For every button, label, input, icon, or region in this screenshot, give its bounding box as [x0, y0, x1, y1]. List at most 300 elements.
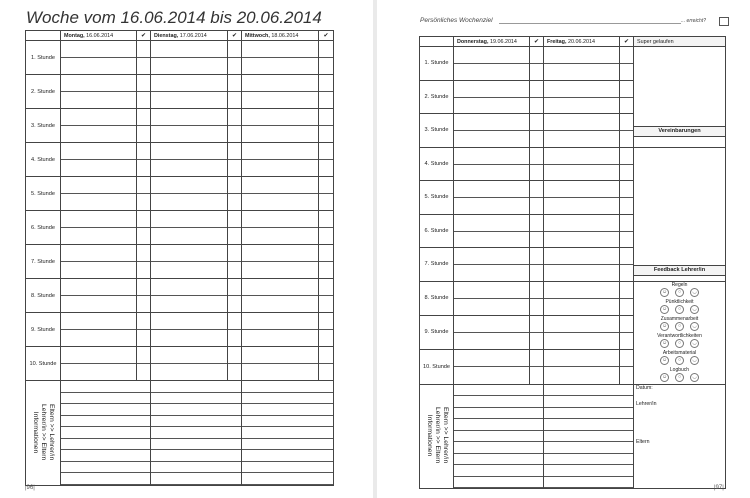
feedback-item [634, 316, 725, 333]
page-number-right: |97| [714, 485, 724, 491]
write-line [530, 282, 543, 299]
lesson-cell[interactable] [544, 214, 620, 248]
lesson-cell[interactable] [454, 114, 530, 148]
feedback-area [634, 281, 726, 384]
write-line [544, 454, 633, 466]
period-label: 2. Stunde [420, 80, 454, 114]
write-line [242, 462, 333, 474]
date-label[interactable]: Datum: [636, 384, 653, 391]
write-line [454, 215, 529, 232]
check-cell[interactable] [319, 75, 334, 109]
write-line [151, 279, 227, 296]
lesson-cell[interactable] [242, 143, 319, 177]
write-line [530, 350, 543, 367]
lesson-cell[interactable] [454, 248, 530, 282]
check-cell[interactable] [228, 313, 242, 347]
lesson-cell[interactable] [61, 143, 137, 177]
sad-face-icon[interactable]: ◡ [690, 339, 699, 348]
write-line [544, 114, 619, 131]
col-tuesday: Dienstag, 17.06.2014 [151, 31, 228, 41]
write-line [530, 316, 543, 333]
period-label: 3. Stunde [26, 109, 61, 143]
write-line [530, 114, 543, 131]
write-line [151, 347, 227, 364]
write-line [544, 181, 619, 198]
period-row [26, 211, 334, 245]
check-cell[interactable] [530, 248, 544, 282]
write-line [454, 442, 543, 454]
write-line [228, 109, 241, 126]
check-cell[interactable] [319, 177, 334, 211]
check-cell[interactable] [620, 147, 634, 181]
write-line [61, 462, 150, 474]
lesson-cell[interactable] [151, 75, 228, 109]
check-cell[interactable] [228, 245, 242, 279]
write-line [530, 215, 543, 232]
write-line [242, 313, 318, 330]
reached-checkbox[interactable] [719, 17, 729, 26]
write-line [242, 416, 333, 428]
write-line [530, 81, 543, 98]
left-timetable [25, 30, 334, 486]
info-lines-wednesday[interactable] [242, 381, 334, 486]
feedback-item [634, 367, 725, 384]
lesson-cell[interactable] [544, 114, 620, 148]
neutral-face-icon[interactable]: ○ [675, 288, 684, 297]
write-line [620, 350, 633, 367]
write-line [151, 41, 227, 58]
happy-face-icon[interactable]: ☺ [661, 374, 668, 380]
check-cell[interactable] [530, 350, 544, 384]
write-line [151, 75, 227, 92]
neutral-face-icon[interactable]: ○ [675, 373, 684, 382]
write-line [544, 215, 619, 232]
lesson-cell[interactable] [454, 350, 530, 384]
write-line [544, 350, 619, 367]
write-line [620, 215, 633, 232]
lesson-cell[interactable] [61, 245, 137, 279]
write-line [137, 177, 150, 194]
lesson-cell[interactable] [151, 211, 228, 245]
lesson-cell[interactable] [151, 279, 228, 313]
corner-cell [420, 37, 454, 47]
lesson-cell[interactable] [61, 75, 137, 109]
info-label: Informationen Lehrer/in >> Eltern Eltern >> Lehrer/in [26, 381, 61, 486]
super-area[interactable] [634, 47, 726, 148]
check-cell[interactable] [137, 41, 151, 75]
neutral-face-icon[interactable]: ○ [675, 305, 684, 314]
check-mark-icon: ✔ [228, 31, 242, 41]
write-line [620, 114, 633, 131]
write-line [228, 143, 241, 160]
lesson-cell[interactable] [151, 109, 228, 143]
lesson-cell[interactable] [242, 347, 319, 381]
check-cell[interactable] [620, 248, 634, 282]
check-cell[interactable] [319, 279, 334, 313]
corner-cell [26, 31, 61, 41]
write-line [454, 350, 529, 367]
write-line [61, 279, 136, 296]
write-line [242, 41, 318, 58]
write-line [151, 143, 227, 160]
check-cell[interactable] [620, 315, 634, 349]
header-row [420, 37, 726, 47]
check-cell[interactable] [319, 109, 334, 143]
sad-face-icon[interactable]: ◡ [690, 288, 699, 297]
check-cell[interactable] [620, 281, 634, 315]
info-label: Informationen Lehrer/in >> Eltern Eltern >> Lehrer/in [420, 384, 454, 489]
lesson-cell[interactable] [454, 47, 530, 81]
lesson-cell[interactable] [151, 177, 228, 211]
lesson-cell[interactable] [151, 347, 228, 381]
write-line [61, 439, 150, 451]
sad-face-icon[interactable]: ◡ [690, 322, 699, 331]
write-line [544, 148, 619, 165]
feedback-item-label: Verantwortlichkeiten [657, 332, 702, 339]
write-line [454, 148, 529, 165]
period-row [26, 279, 334, 313]
feedback-item-label: Pünktlichkeit [665, 298, 694, 305]
lesson-cell[interactable] [151, 245, 228, 279]
check-mark-icon: ✔ [137, 31, 151, 41]
happy-face-icon[interactable]: ☺ [661, 340, 668, 346]
write-line [242, 473, 333, 485]
check-cell[interactable] [530, 281, 544, 315]
left-page [0, 0, 373, 498]
lesson-cell[interactable] [242, 279, 319, 313]
period-row [420, 281, 726, 315]
write-line [228, 211, 241, 228]
check-cell[interactable] [530, 214, 544, 248]
lesson-cell[interactable] [61, 211, 137, 245]
info-lines-friday[interactable] [544, 384, 634, 489]
period-label: 7. Stunde [420, 248, 454, 282]
period-label: 6. Stunde [26, 211, 61, 245]
write-line [61, 347, 136, 364]
write-line [61, 416, 150, 428]
sad-face-icon[interactable]: ◡ [690, 356, 699, 365]
col-wednesday: Mittwoch, 18.06.2014 [242, 31, 319, 41]
lesson-cell[interactable] [242, 109, 319, 143]
period-row [26, 143, 334, 177]
info-lines-tuesday[interactable] [151, 381, 242, 486]
write-line [151, 177, 227, 194]
write-line [454, 248, 529, 265]
feedback-item-label: Regeln [671, 281, 688, 288]
period-label: 5. Stunde [26, 177, 61, 211]
write-line [319, 245, 333, 262]
info-lines-monday[interactable] [61, 381, 151, 486]
write-line [454, 396, 543, 408]
write-line [620, 181, 633, 198]
write-line [228, 177, 241, 194]
check-cell[interactable] [620, 114, 634, 148]
write-line [151, 404, 241, 416]
lesson-cell[interactable] [242, 75, 319, 109]
check-cell[interactable] [228, 177, 242, 211]
write-line [454, 81, 529, 98]
check-cell[interactable] [228, 347, 242, 381]
signature-box [634, 384, 726, 489]
weekly-goal-label: Persönliches Wochenziel [420, 17, 493, 24]
write-line [620, 148, 633, 165]
info-lines-thursday[interactable] [454, 384, 544, 489]
write-line [319, 177, 333, 194]
write-line [620, 316, 633, 333]
happy-face-icon[interactable]: ☺ [661, 289, 668, 295]
write-line [530, 248, 543, 265]
lesson-cell[interactable] [61, 347, 137, 381]
check-cell[interactable] [137, 75, 151, 109]
write-line [544, 81, 619, 98]
period-row [420, 47, 726, 81]
neutral-face-icon[interactable]: ○ [675, 356, 684, 365]
lesson-cell[interactable] [544, 281, 620, 315]
feedback-item-label: Logbuch [669, 366, 690, 373]
write-line [242, 393, 333, 405]
period-label: 9. Stunde [420, 315, 454, 349]
happy-face-icon[interactable]: ☺ [661, 306, 668, 312]
check-cell[interactable] [620, 181, 634, 215]
lesson-cell[interactable] [151, 313, 228, 347]
write-line [319, 313, 333, 330]
check-cell[interactable] [137, 245, 151, 279]
check-mark-icon: ✔ [530, 37, 544, 47]
agreements-heading: Vereinbarungen [634, 126, 725, 137]
lesson-cell[interactable] [61, 177, 137, 211]
period-label: 8. Stunde [26, 279, 61, 313]
lesson-cell[interactable] [544, 47, 620, 81]
lesson-cell[interactable] [242, 177, 319, 211]
write-line [544, 442, 633, 454]
write-line [61, 473, 150, 485]
write-line [228, 313, 241, 330]
write-line [454, 477, 543, 489]
write-line [544, 282, 619, 299]
write-line [242, 347, 318, 364]
check-cell[interactable] [620, 214, 634, 248]
lesson-cell[interactable] [454, 315, 530, 349]
write-line [228, 347, 241, 364]
super-heading: Super gelaufen [634, 37, 726, 47]
write-line [454, 419, 543, 431]
check-cell[interactable] [620, 350, 634, 384]
write-line [544, 385, 633, 397]
neutral-face-icon[interactable]: ○ [675, 322, 684, 331]
write-line [151, 473, 241, 485]
write-line [242, 279, 318, 296]
period-label: 1. Stunde [26, 41, 61, 75]
write-line [137, 279, 150, 296]
period-label: 2. Stunde [26, 75, 61, 109]
lesson-cell[interactable] [242, 313, 319, 347]
check-cell[interactable] [530, 114, 544, 148]
lesson-cell[interactable] [454, 80, 530, 114]
page-number-left: |96| [25, 485, 35, 491]
check-cell[interactable] [228, 41, 242, 75]
write-line [242, 439, 333, 451]
check-cell[interactable] [137, 279, 151, 313]
weekly-goal-line[interactable] [499, 23, 681, 24]
lesson-cell[interactable] [544, 80, 620, 114]
reached-label: ... erreicht? [681, 18, 707, 24]
lesson-cell[interactable] [544, 248, 620, 282]
check-cell[interactable] [319, 347, 334, 381]
week-title: Woche vom 16.06.2014 bis 20.06.2014 [26, 8, 322, 27]
check-cell[interactable] [319, 245, 334, 279]
check-cell[interactable] [137, 177, 151, 211]
check-cell[interactable] [137, 211, 151, 245]
agreements-area[interactable] [634, 147, 726, 281]
lesson-cell[interactable] [151, 41, 228, 75]
sad-face-icon[interactable]: ◡ [690, 373, 699, 382]
write-line [151, 439, 241, 451]
check-cell[interactable] [319, 211, 334, 245]
happy-face-icon[interactable]: ☺ [661, 357, 668, 363]
period-row [26, 347, 334, 381]
write-line [242, 109, 318, 126]
check-cell[interactable] [228, 211, 242, 245]
lesson-cell[interactable] [61, 41, 137, 75]
lesson-cell[interactable] [544, 315, 620, 349]
period-row [26, 177, 334, 211]
write-line [319, 211, 333, 228]
write-line [137, 245, 150, 262]
lesson-cell[interactable] [242, 245, 319, 279]
sad-face-icon[interactable]: ◡ [690, 305, 699, 314]
write-line [544, 431, 633, 443]
write-line [137, 75, 150, 92]
period-label: 10. Stunde [26, 347, 61, 381]
check-cell[interactable] [530, 80, 544, 114]
write-line [530, 148, 543, 165]
write-line [151, 245, 227, 262]
write-line [151, 381, 241, 393]
check-cell[interactable] [530, 315, 544, 349]
write-line [61, 427, 150, 439]
write-line [137, 313, 150, 330]
period-label: 3. Stunde [420, 114, 454, 148]
period-label: 4. Stunde [420, 147, 454, 181]
lesson-cell[interactable] [454, 281, 530, 315]
write-line [544, 47, 619, 64]
period-label: 7. Stunde [26, 245, 61, 279]
check-cell[interactable] [228, 279, 242, 313]
write-line [242, 450, 333, 462]
header-row [26, 31, 334, 41]
lesson-cell[interactable] [454, 147, 530, 181]
check-cell[interactable] [137, 143, 151, 177]
period-row [26, 245, 334, 279]
check-cell[interactable] [620, 47, 634, 81]
lesson-cell[interactable] [544, 181, 620, 215]
lesson-cell[interactable] [242, 41, 319, 75]
parents-signature-label[interactable]: Eltern [636, 438, 650, 445]
check-cell[interactable] [319, 313, 334, 347]
period-row [26, 109, 334, 143]
write-line [137, 143, 150, 160]
write-line [319, 143, 333, 160]
lesson-cell[interactable] [61, 279, 137, 313]
lesson-cell[interactable] [61, 109, 137, 143]
feedback-item-label: Arbeitsmaterial [662, 349, 697, 356]
lesson-cell[interactable] [151, 143, 228, 177]
write-line [61, 75, 136, 92]
check-cell[interactable] [530, 47, 544, 81]
lesson-cell[interactable] [454, 214, 530, 248]
write-line [61, 143, 136, 160]
write-line [61, 109, 136, 126]
write-line [544, 248, 619, 265]
write-line [137, 347, 150, 364]
col-monday: Montag, 16.06.2014 [61, 31, 137, 41]
write-line [544, 477, 633, 489]
check-cell[interactable] [137, 109, 151, 143]
period-label: 10. Stunde [420, 350, 454, 384]
period-label: 9. Stunde [26, 313, 61, 347]
check-cell[interactable] [530, 147, 544, 181]
lesson-cell[interactable] [454, 181, 530, 215]
neutral-face-icon[interactable]: ○ [675, 339, 684, 348]
write-line [151, 427, 241, 439]
write-line [319, 109, 333, 126]
feedback-heading: Feedback Lehrer/in [634, 265, 725, 276]
col-thursday: Donnerstag, 19.06.2014 [454, 37, 530, 47]
lesson-cell[interactable] [242, 211, 319, 245]
check-cell[interactable] [530, 181, 544, 215]
feedback-item [634, 333, 725, 350]
write-line [151, 416, 241, 428]
teacher-signature-label[interactable]: Lehrer/in [636, 400, 657, 407]
write-line [61, 404, 150, 416]
write-line [61, 450, 150, 462]
write-line [228, 245, 241, 262]
check-cell[interactable] [228, 75, 242, 109]
check-cell[interactable] [620, 80, 634, 114]
write-line [454, 181, 529, 198]
write-line [319, 279, 333, 296]
period-row [26, 75, 334, 109]
feedback-item [634, 299, 725, 316]
write-line [228, 279, 241, 296]
write-line [242, 381, 333, 393]
write-line [61, 381, 150, 393]
check-cell[interactable] [228, 109, 242, 143]
write-line [319, 347, 333, 364]
write-line [151, 211, 227, 228]
write-line [228, 41, 241, 58]
check-cell[interactable] [137, 347, 151, 381]
write-line [544, 419, 633, 431]
write-line [61, 41, 136, 58]
check-cell[interactable] [228, 143, 242, 177]
write-line [544, 396, 633, 408]
write-line [454, 465, 543, 477]
happy-face-icon[interactable]: ☺ [661, 323, 668, 329]
lesson-cell[interactable] [544, 147, 620, 181]
info-section [420, 384, 726, 489]
write-line [151, 450, 241, 462]
write-line [454, 114, 529, 131]
write-line [61, 211, 136, 228]
lesson-cell[interactable] [544, 350, 620, 384]
write-line [137, 211, 150, 228]
lesson-cell[interactable] [61, 313, 137, 347]
check-cell[interactable] [137, 313, 151, 347]
write-line [61, 245, 136, 262]
check-cell[interactable] [319, 143, 334, 177]
check-cell[interactable] [319, 41, 334, 75]
